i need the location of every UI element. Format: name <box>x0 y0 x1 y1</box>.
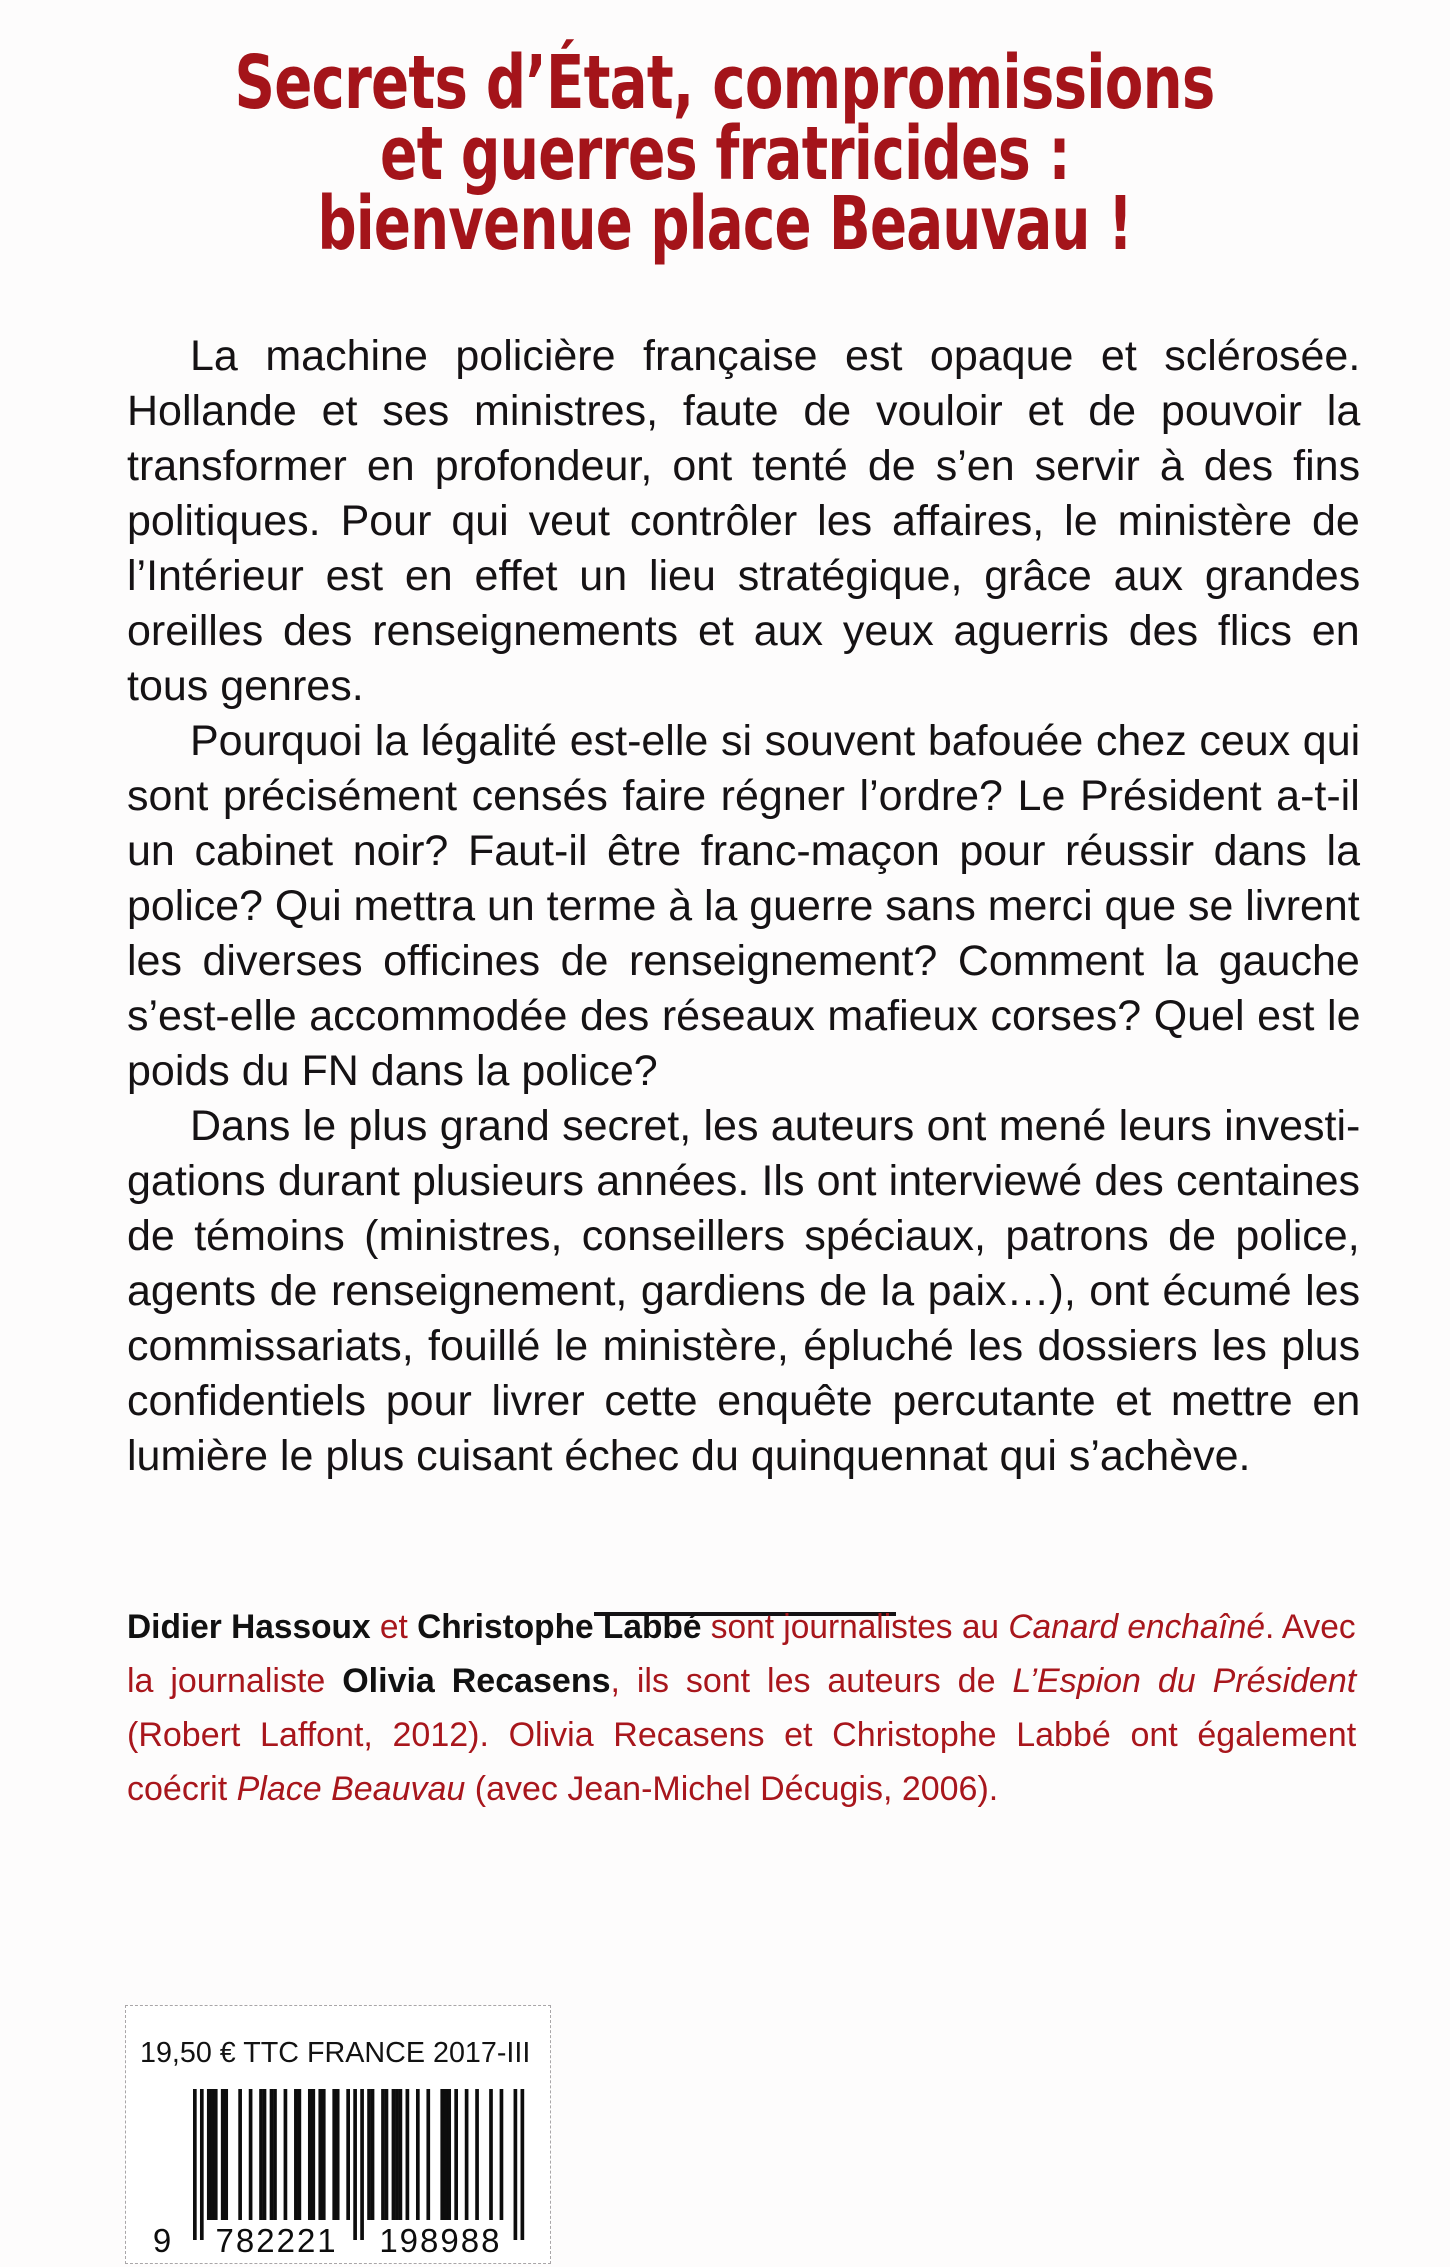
bio-text-segment: la journaliste <box>127 1662 343 1700</box>
ean13-barcode <box>140 2085 540 2265</box>
barcode-bar <box>200 2089 204 2240</box>
bio-line-text <box>127 1654 1356 1708</box>
body-line <box>127 989 1360 1044</box>
body-line <box>127 1044 1360 1099</box>
barcode-bar <box>454 2089 458 2220</box>
body-line-text: de témoins (ministres, conseillers spéciaux, patrons de police, <box>127 1212 1360 1260</box>
body-line-text: un cabinet noir? Faut-il être franc-maçon pour réussir dans la <box>127 827 1360 875</box>
body-line-text: poids du FN dans la police? <box>127 1047 658 1095</box>
body-line-text: Hollande et ses ministres, faute de vouloir et de pouvoir la <box>127 387 1361 435</box>
bio-line <box>127 1708 1356 1762</box>
barcode-bar <box>399 2089 403 2220</box>
body-line <box>127 824 1360 879</box>
barcode-bar <box>193 2089 197 2240</box>
barcode-bar <box>294 2089 298 2220</box>
body-line-text: politiques. Pour qui veut contrôler les affaires, le ministère de <box>127 497 1360 545</box>
bio-line-text <box>127 1762 998 1816</box>
body-line <box>127 1099 1360 1154</box>
body-line <box>127 1374 1360 1429</box>
author-name: Didier Hassoux <box>127 1608 371 1646</box>
bio-text-segment: sont journalistes au <box>701 1608 1009 1646</box>
barcode-bar <box>221 2089 225 2220</box>
body-line-text: s’est-elle accommodée des réseaux mafieux corses? Quel est le <box>127 992 1361 1040</box>
author-name: Olivia Recasens <box>342 1662 611 1700</box>
body-line <box>127 1154 1360 1209</box>
bio-line <box>127 1654 1356 1708</box>
barcode-bar <box>270 2089 274 2220</box>
headline-text: et guerres fratricides : <box>380 111 1070 197</box>
publication-title: Place Beauvau <box>236 1770 466 1808</box>
barcode-bar <box>465 2089 469 2220</box>
body-line <box>127 494 1360 549</box>
barcode-bar <box>336 2089 340 2220</box>
headline-line-2 <box>0 111 1450 197</box>
headline-text: bienvenue place Beauvau ! <box>317 181 1133 267</box>
barcode-bar <box>500 2089 504 2220</box>
body-line-text: La machine policière française est opaque et sclérosée. <box>190 332 1361 380</box>
barcode-bar <box>395 2089 399 2220</box>
barcode-bar <box>444 2089 448 2220</box>
barcode-bar <box>353 2089 357 2240</box>
price-text: 19,50 € TTC FRANCE 2017-III <box>140 2037 531 2069</box>
body-line-text: confidentiels pour livrer cette enquête percutante et mettre en <box>127 1377 1361 1425</box>
body-line <box>127 714 1360 769</box>
barcode-bar <box>521 2089 525 2240</box>
barcode-bar <box>224 2089 228 2220</box>
barcode-bar <box>249 2089 253 2220</box>
body-line-text: l’Intérieur est en effet un lieu stratégique, grâce aux grandes <box>127 552 1361 600</box>
publication-title: Canard enchaîné <box>1008 1608 1266 1646</box>
price-line <box>140 2036 532 2070</box>
barcode-bar <box>210 2089 214 2220</box>
bio-line-text <box>127 1708 1356 1762</box>
body-line-text: les diverses officines de renseignement? Comment la gauche <box>127 937 1360 985</box>
barcode-bar <box>318 2089 322 2220</box>
body-line <box>127 1209 1360 1264</box>
barcode-bar <box>447 2089 451 2220</box>
body-line-text: oreilles des renseignements et aux yeux aguerris des flics en <box>127 607 1360 655</box>
body-line <box>127 1319 1360 1374</box>
body-line <box>127 604 1360 659</box>
barcode-bar <box>332 2089 336 2220</box>
body-line-text: commissariats, fouillé le ministère, épluché les dossiers les plus <box>127 1322 1361 1370</box>
barcode-bar <box>489 2089 493 2220</box>
bio-line <box>127 1600 1356 1654</box>
barcode-bar <box>273 2089 277 2220</box>
headline-text: Secrets d’État, compromissions <box>234 40 1215 126</box>
barcode-bar <box>238 2089 242 2220</box>
body-line <box>127 439 1360 494</box>
body-line-text: Dans le plus grand secret, les auteurs ont mené leurs investi- <box>190 1102 1361 1150</box>
headline-line-3 <box>0 181 1450 267</box>
barcode-bar <box>367 2089 371 2220</box>
barcode-bar <box>322 2089 326 2220</box>
barcode-bar <box>360 2089 364 2240</box>
bio-text-segment: , ils sont les auteurs de <box>610 1662 1013 1700</box>
body-line-text: sont précisément censés faire régner l’ordre? Le Président a-t-il <box>127 772 1360 820</box>
barcode-bar <box>214 2089 218 2220</box>
body-line-text: police? Qui mettra un terme à la guerre sans merci que se livrent <box>127 882 1360 930</box>
author-name: Christophe Labbé <box>417 1608 702 1646</box>
barcode-bar <box>263 2089 267 2220</box>
barcode-bar <box>207 2089 211 2220</box>
barcode-bar <box>440 2089 444 2220</box>
bio-line <box>127 1762 1356 1816</box>
barcode-bar <box>475 2089 479 2220</box>
barcode-bar <box>514 2089 518 2240</box>
bio-text-segment: (Robert Laffont, 2012). Olivia Recasens et Christophe Labbé ont également <box>127 1716 1357 1754</box>
bio-text-segment: coécrit <box>127 1770 237 1808</box>
barcode-bar <box>298 2089 302 2220</box>
body-line <box>127 384 1360 439</box>
body-line <box>127 329 1360 384</box>
bio-line-text <box>127 1600 1356 1654</box>
body-line <box>127 934 1360 989</box>
publication-title: L’Espion du Président <box>1012 1662 1357 1700</box>
bio-text-segment: (avec Jean-Michel Décugis, 2006). <box>465 1770 999 1808</box>
body-line-text: agents de renseignement, gardiens de la paix…), ont écumé les <box>127 1267 1361 1315</box>
barcode-left-digits: 782221 <box>215 2222 338 2259</box>
barcode-bar <box>406 2089 410 2220</box>
body-line <box>127 769 1360 824</box>
barcode-bar <box>259 2089 263 2220</box>
barcode-bar <box>392 2089 396 2220</box>
barcode-bar <box>308 2089 312 2220</box>
body-line-text: lumière le plus cuisant échec du quinquennat qui s’achève. <box>127 1432 1251 1480</box>
barcode-bar <box>381 2089 385 2220</box>
barcode-first-digit: 9 <box>152 2222 172 2259</box>
bio-text-segment: et <box>370 1608 418 1646</box>
barcode-bar <box>284 2089 288 2220</box>
barcode-bar <box>416 2089 420 2220</box>
body-line <box>127 1429 1360 1484</box>
headline-line-1 <box>0 40 1450 126</box>
body-line <box>127 659 1360 714</box>
body-line-text: transformer en profondeur, ont tenté de s’en servir à des fins <box>127 442 1361 490</box>
barcode-bar <box>385 2089 389 2220</box>
bio-text-segment: . Avec <box>1265 1608 1356 1646</box>
body-line-text: tous genres. <box>127 662 364 710</box>
barcode-bar <box>371 2089 375 2220</box>
body-line <box>127 549 1360 604</box>
barcode-bar <box>346 2089 350 2220</box>
barcode-bar <box>311 2089 315 2220</box>
body-line <box>127 1264 1360 1319</box>
barcode-bar <box>426 2089 430 2220</box>
barcode-right-digits: 198988 <box>379 2222 502 2259</box>
body-line <box>127 879 1360 934</box>
body-line-text: gations durant plusieurs années. Ils ont interviewé des centaines <box>127 1157 1361 1205</box>
body-line-text: Pourquoi la légalité est-elle si souvent bafouée chez ceux qui <box>190 717 1361 765</box>
